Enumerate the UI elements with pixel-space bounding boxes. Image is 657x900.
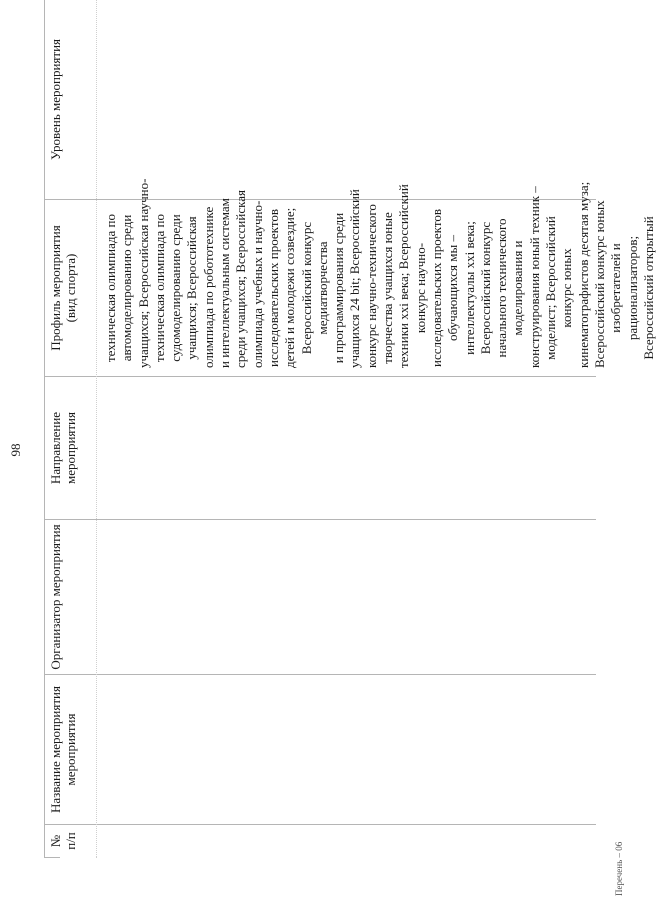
profile-line: интеллектуалы xxi века;	[461, 221, 477, 355]
profile-line: Всероссийский конкурс	[477, 221, 493, 355]
header-direction-line2: мероприятия	[63, 412, 78, 485]
profile-line: олимпиада учебных и научно-	[249, 200, 265, 368]
header-direction	[48, 379, 78, 517]
profile-line: автомоделированию среди	[119, 214, 135, 362]
header-direction-line1: Направление	[48, 411, 63, 485]
profile-line: исследовательских проектов	[265, 209, 281, 367]
header-num	[48, 826, 78, 856]
profile-line: творчества учащихся юные	[380, 212, 396, 364]
col-divider-4	[44, 376, 596, 377]
col-divider-1	[44, 824, 596, 825]
profile-line: кинематографистов десятая муза;	[575, 181, 591, 368]
profile-line: учащихся 24 bit; Всероссийский	[347, 189, 363, 368]
header-num-line2: п/п	[63, 832, 78, 850]
table-left-border	[44, 857, 60, 858]
profile-line: среди учащихся; Всероссийская	[233, 190, 249, 368]
profile-line: судомоделированию среди	[168, 214, 184, 362]
header-organizer: Организатор мероприятия	[48, 524, 63, 670]
table-top-border	[44, 0, 45, 858]
profile-line: моделирования и	[510, 240, 526, 336]
profile-line: конкурс научно-	[412, 242, 428, 334]
header-profile-line1: Профиль мероприятия	[48, 225, 63, 351]
profile-line: техническая олимпиада по	[103, 214, 118, 362]
profile-line: конкурс научно-технического	[363, 204, 379, 368]
profile-line: учащихся; Всероссийская	[184, 216, 200, 360]
header-profile-line2: (вид спорта)	[63, 253, 78, 323]
header-profile	[48, 202, 78, 374]
col-divider-5	[44, 199, 596, 200]
profile-line: и интеллектуальным системам	[217, 198, 233, 368]
profile-line: медиатворчества	[314, 241, 330, 335]
profile-line: Всероссийский конкурс юных	[591, 200, 607, 368]
profile-line: Всероссийский открытый	[640, 216, 656, 360]
profile-line: начального технического	[494, 218, 510, 358]
page-number: 98	[8, 443, 23, 457]
col-divider-2	[44, 674, 596, 675]
profile-line: учащихся; Всероссийская научно-	[135, 178, 151, 368]
col-divider-3	[44, 519, 596, 520]
profile-line: рационализаторов;	[624, 235, 640, 341]
footer-note: Перечень – 06	[614, 841, 624, 896]
header-event-name-line1: Название мероприятия	[48, 686, 63, 813]
profile-line: моделист; Всероссийский	[543, 216, 559, 360]
profile-line: обучающихся мы –	[445, 235, 461, 341]
profile-line: и программирования среди	[331, 212, 347, 364]
profile-line: конкурс юных	[559, 248, 575, 328]
header-num-line1: №	[48, 834, 63, 848]
profile-line: олимпиада по робототехнике	[200, 206, 216, 368]
header-level: Уровень мероприятия	[48, 38, 63, 161]
profile-line: Всероссийский конкурс	[298, 221, 314, 355]
profile-line: конструирования юный техник –	[526, 186, 542, 368]
profile-line: детей и молодежи созвездие;	[282, 207, 298, 368]
header-event-name	[48, 677, 78, 822]
header-event-name-line2: мероприятия	[63, 713, 78, 786]
profile-line: техническая олимпиада по	[151, 214, 167, 362]
profile-cell	[103, 178, 657, 368]
profile-line: исследовательских проектов	[428, 209, 444, 367]
profile-line: техники xxi века; Всероссийский	[396, 184, 412, 368]
profile-line: изобретателей и	[608, 243, 624, 333]
header-row-separator	[96, 0, 97, 858]
